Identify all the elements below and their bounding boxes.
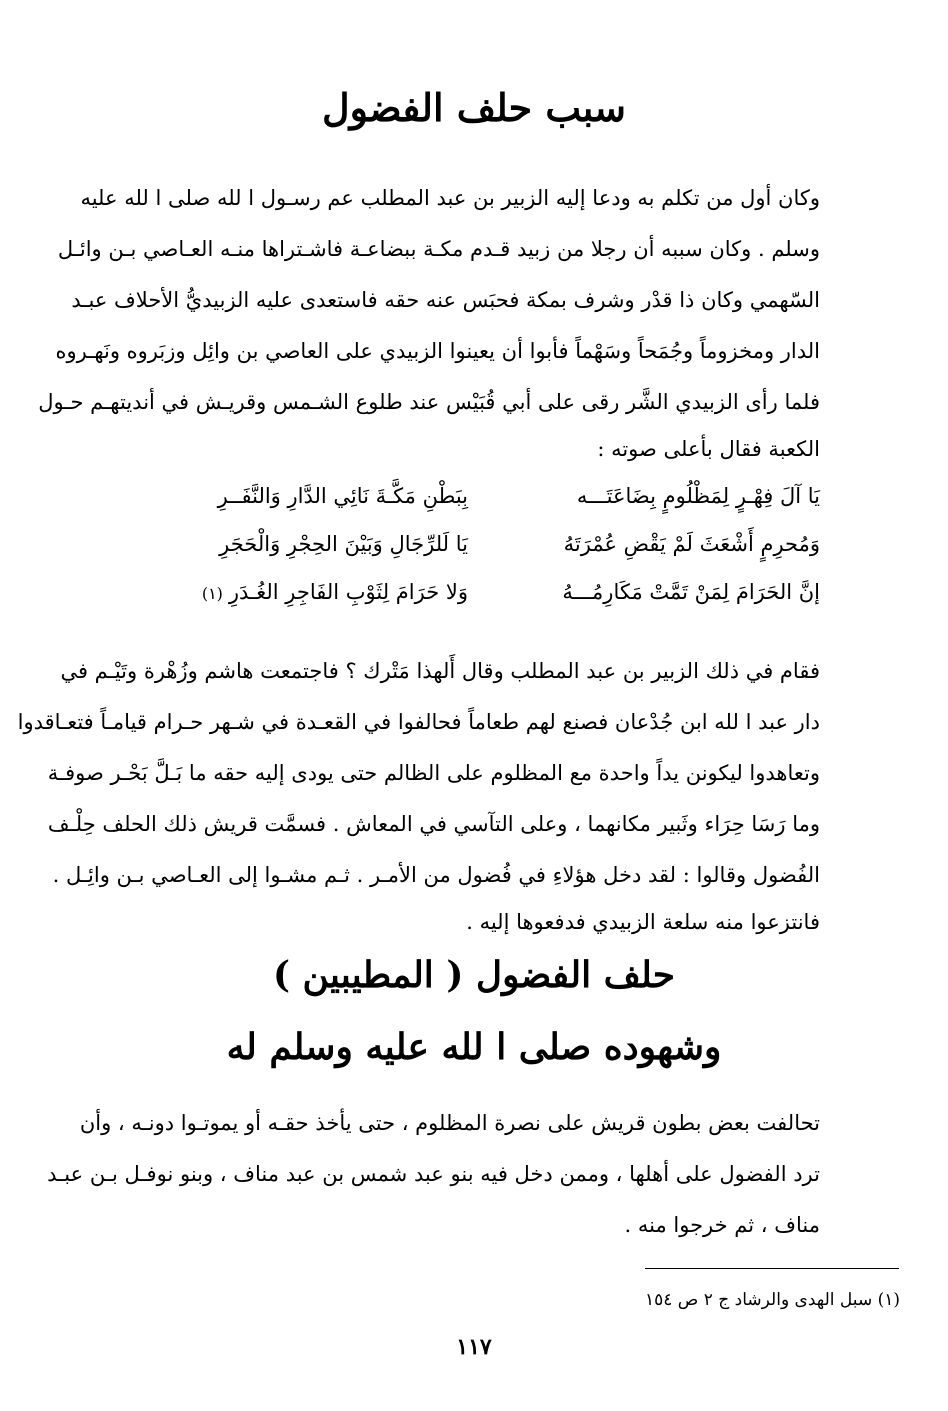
paragraph-line: الكعبة فقال بأعلى صوته : (597, 437, 820, 461)
verse-second-hemistich (128, 568, 468, 616)
paragraph-line: وكان أول من تكلم به ودعا إليه الزبير بن عبد المطلب عم رسـول ا لله صلى ا لله عليه (80, 186, 820, 210)
paragraph-line: تحالفت بعض بطون قريش على نصرة المظلوم ، حتى يأخذ حقـه أو يموتـوا دونـه ، وأن (79, 1111, 820, 1135)
paragraph-line: فقام في ذلك الزبير بن عبد المطلب وقال أَلهذا مَتْرك ؟ فاجتمعت هاشم وزُهْرة وتَيْـم في (60, 659, 820, 683)
paragraph-line: السّهمي وكان ذا قدْر وشرف بمكة فحبَس عنه حقه فاستعدى عليه الزبيديُّ الأحلاف عبـد (71, 288, 820, 312)
paragraph-3 (47, 1098, 820, 1251)
section-subheading: وشهوده صلى ا لله عليه وسلم له (226, 1026, 722, 1068)
paragraph-line: وسلم . وكان سببه أن رجلا من زبيد قـدم مكـة ببضاعـة فاشـتراها منـه العـاصي بـن وائـل (57, 237, 820, 261)
verse-second-hemistich: يَا لَلرِّجَالِ وَبَيْنَ الحِجْرِ وَالْحَجَرِ (219, 532, 468, 556)
verse-first-hemistich: يَا آلَ فِهْـرٍ لِمَظْلُومٍ بِضَاعَتَـــه (576, 484, 820, 508)
paragraph-line: فلما رأى الزبيدي الشَّر رقى على أبي قُبَيْس عند طلوع الشـمس وقريـش في أنديتهـم حـول (38, 390, 820, 414)
footnote-divider (645, 1268, 899, 1269)
page-number: ١١٧ (456, 1334, 492, 1360)
paragraph-1 (38, 173, 820, 470)
paragraph-line: دار عبد ا لله ابن جُدْعان فصنع لهم طعاماً فحالفوا في القعـدة في شـهر حـرام قيامـاً فتعـاقدوا (17, 710, 820, 734)
paragraph-line: الدار ومخزوماً وجُمَحاً وسَهْماً فأبوا أن يعينوا الزبيدي على العاصي بن وائِل وزبَروه ونَهـروه (55, 339, 820, 363)
verse-row (128, 568, 820, 616)
poem (128, 472, 820, 616)
verse-first-hemistich: وَمُحرِمٍ أَشْعَثَ لَمْ يَقْضِ عُمْرَتَهُ (563, 532, 820, 556)
verse-row (128, 520, 820, 568)
verse-first-hemistich: إنَّ الحَرَامَ لِمَنْ تَمَّتْ مَكَارِمُـــهُ (562, 580, 820, 604)
section-heading: حلف الفضول ( المطيبين ) (272, 954, 676, 996)
verse-row (128, 472, 820, 520)
chapter-title: سبب حلف الفضول (321, 85, 627, 130)
paragraph-line: وما رَسَا حِرَاء وثَبير مكانهما ، وعلى التآسي في المعاش . فسمَّت قريش ذلك الحلف حِلْـف (47, 812, 820, 836)
paragraph-line: وتعاهدوا ليكونن يداً واحدة مع المظلوم على الظالم حتى يودى إليه حقه ما بَـلَّ بَحْـر صوفـة (47, 761, 820, 785)
paragraph-line: الفُضول وقالوا : لقد دخل هؤلاءِ في فُضول من الأمـر . ثـم مشـوا إلى العـاصي بـن وائِـل . (52, 863, 820, 887)
paragraph-line: فانتزعوا منه سلعة الزبيدي فدفعوها إليه . (466, 910, 820, 934)
footnote-marker: (١) (201, 584, 223, 603)
paragraph-2 (17, 646, 820, 943)
footnote: (١) سبل الهدى والرشاد ج ٢ ص ١٥٤ (644, 1290, 900, 1310)
verse-second-hemistich-text: وَلا حَرَامَ لِثَوْبِ الفَاجِرِ الغُـدَرِ (228, 580, 468, 604)
paragraph-line: ترد الفضول على أهلها ، وممن دخل فيه بنو عبد شمس بن عبد مناف ، وبنو نوفـل بـن عبـد (47, 1162, 820, 1186)
verse-second-hemistich: بِبَطْنِ مَكَّـةَ نَائِي الدَّارِ وَالنَّفَــرِ (217, 484, 468, 508)
paragraph-line: مناف ، ثم خرجوا منه . (624, 1213, 820, 1237)
